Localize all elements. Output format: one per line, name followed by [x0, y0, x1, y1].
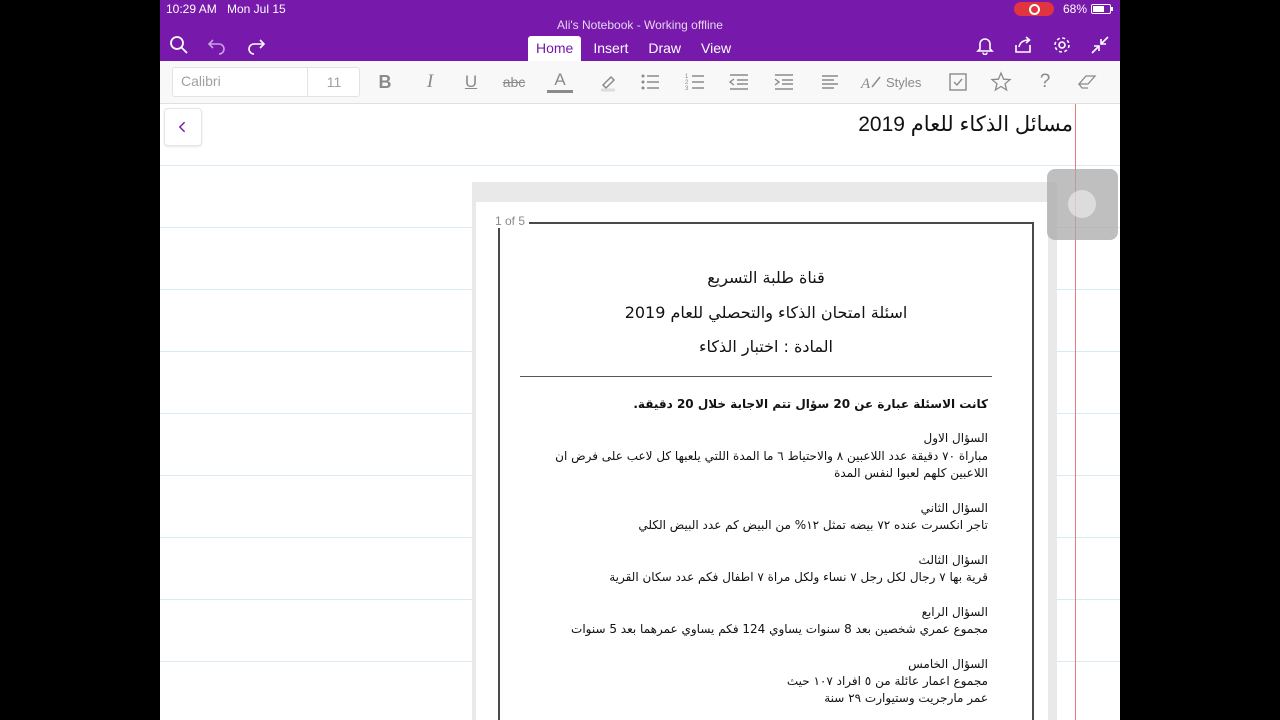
- q1-title: السؤال الاول: [923, 431, 988, 445]
- home-ribbon: [160, 61, 1120, 104]
- ribbon-tabs: [528, 36, 743, 61]
- status-date: Mon Jul 15: [227, 2, 286, 16]
- undo-icon[interactable]: [206, 34, 228, 56]
- doc-header-exam: اسئلة امتحان الذكاء والتحصلي للعام 2019: [624, 303, 908, 322]
- pdf-page-content: [498, 222, 1034, 720]
- doc-divider: [520, 376, 992, 377]
- svg-text:1: 1: [685, 74, 689, 80]
- q2-title: السؤال الثاني: [920, 501, 988, 515]
- q3-line-1: قرية بها ٧ رجال لكل رجل ٧ نساء ولكل مراة ٧ اطفال فكم عدد سكان القرية: [609, 570, 988, 584]
- note-page[interactable]: [160, 104, 1120, 720]
- font-picker[interactable]: [172, 67, 360, 97]
- star-icon[interactable]: [989, 70, 1013, 94]
- pdf-printout[interactable]: [472, 182, 1057, 720]
- page-title[interactable]: مسائل الذكاء للعام 2019: [858, 113, 1073, 136]
- styles-button[interactable]: [860, 70, 930, 94]
- underline-button[interactable]: U: [464, 72, 478, 91]
- highlighter-icon[interactable]: [596, 70, 620, 94]
- clear-format-icon[interactable]: [1074, 70, 1100, 94]
- italic-button[interactable]: I: [426, 71, 434, 92]
- q5-line-2: عمر مارجريت وستيوارت ٢٩ سنة: [824, 691, 988, 705]
- svg-text:3: 3: [685, 86, 689, 92]
- battery-percent: 68%: [1063, 2, 1088, 16]
- q1-line-1: مباراة ٧٠ دقيقة عدد اللاعبين ٨ والاحتياط ٦ ما المدة اللتي يلعبها كل لاعب على فرض ان: [555, 449, 988, 463]
- svg-text:2: 2: [685, 80, 689, 86]
- page-count-label: 1 of 5: [495, 214, 529, 228]
- q4-title: السؤال الرابع: [921, 605, 988, 619]
- bell-icon[interactable]: [974, 34, 996, 56]
- align-icon[interactable]: [818, 70, 842, 94]
- q5-line-1: مجموع اعمار عائلة من ٥ افراد ١٠٧ حيث: [786, 674, 988, 688]
- tab-insert[interactable]: Insert: [593, 40, 629, 56]
- bold-button[interactable]: B: [378, 71, 392, 92]
- outdent-icon[interactable]: [727, 70, 751, 94]
- doc-header-channel: قناة طلبة التسريع: [707, 268, 825, 287]
- doc-intro: كانت الاسئلة عبارة عن 20 سؤال تتم الاجابة خلال 20 دقيقة.: [633, 397, 988, 411]
- bullets-icon[interactable]: [638, 70, 662, 94]
- numbering-icon[interactable]: [683, 70, 707, 94]
- status-time: 10:29 AM: [166, 2, 217, 16]
- tab-view[interactable]: View: [701, 40, 732, 56]
- notebook-title: Ali's Notebook - Working offline: [557, 18, 723, 32]
- svg-text:A: A: [861, 76, 871, 92]
- q1-line-2: اللاعبين كلهم لعبوا لنفس المدة: [834, 466, 988, 480]
- battery-icon: [1091, 4, 1111, 14]
- indent-icon[interactable]: [772, 70, 796, 94]
- strikethrough-button[interactable]: abc: [502, 74, 526, 90]
- q2-line-1: تاجر انكسرت عنده ٧٢ بيضه تمثل ١٢% من البيض كم عدد البيض الكلي: [638, 518, 988, 532]
- q3-title: السؤال الثالث: [918, 553, 988, 567]
- chevron-left-icon: [175, 119, 191, 135]
- doc-header-subject: المادة : اختبار الذكاء: [699, 337, 833, 356]
- share-icon[interactable]: [1012, 34, 1034, 56]
- app-screen: [160, 0, 1120, 720]
- font-color-button[interactable]: A: [547, 70, 573, 93]
- scroll-thumb[interactable]: [1047, 169, 1118, 240]
- q5-title: السؤال الخامس: [908, 657, 988, 671]
- search-icon[interactable]: [168, 34, 190, 56]
- title-bar: [160, 0, 1120, 61]
- pdf-page-sheet: [476, 202, 1048, 720]
- tab-home[interactable]: Home: [528, 36, 581, 61]
- styles-icon: [860, 71, 882, 93]
- redo-icon[interactable]: [245, 34, 267, 56]
- tab-draw[interactable]: Draw: [648, 40, 682, 56]
- checkbox-icon[interactable]: [946, 70, 970, 94]
- gear-icon[interactable]: [1051, 34, 1073, 56]
- record-icon: [1014, 2, 1054, 16]
- collapse-icon[interactable]: [1089, 34, 1111, 56]
- q4-line-1: مجموع عمري شخصين بعد 8 سنوات يساوي 124 فكم يساوي عمرهما بعد 5 سنوات: [571, 622, 988, 636]
- styles-label: Styles: [886, 74, 922, 90]
- question-icon[interactable]: ?: [1039, 71, 1051, 92]
- font-size-field[interactable]: 11: [307, 68, 360, 96]
- font-name-field[interactable]: Calibri: [181, 73, 221, 89]
- back-button[interactable]: [164, 108, 202, 146]
